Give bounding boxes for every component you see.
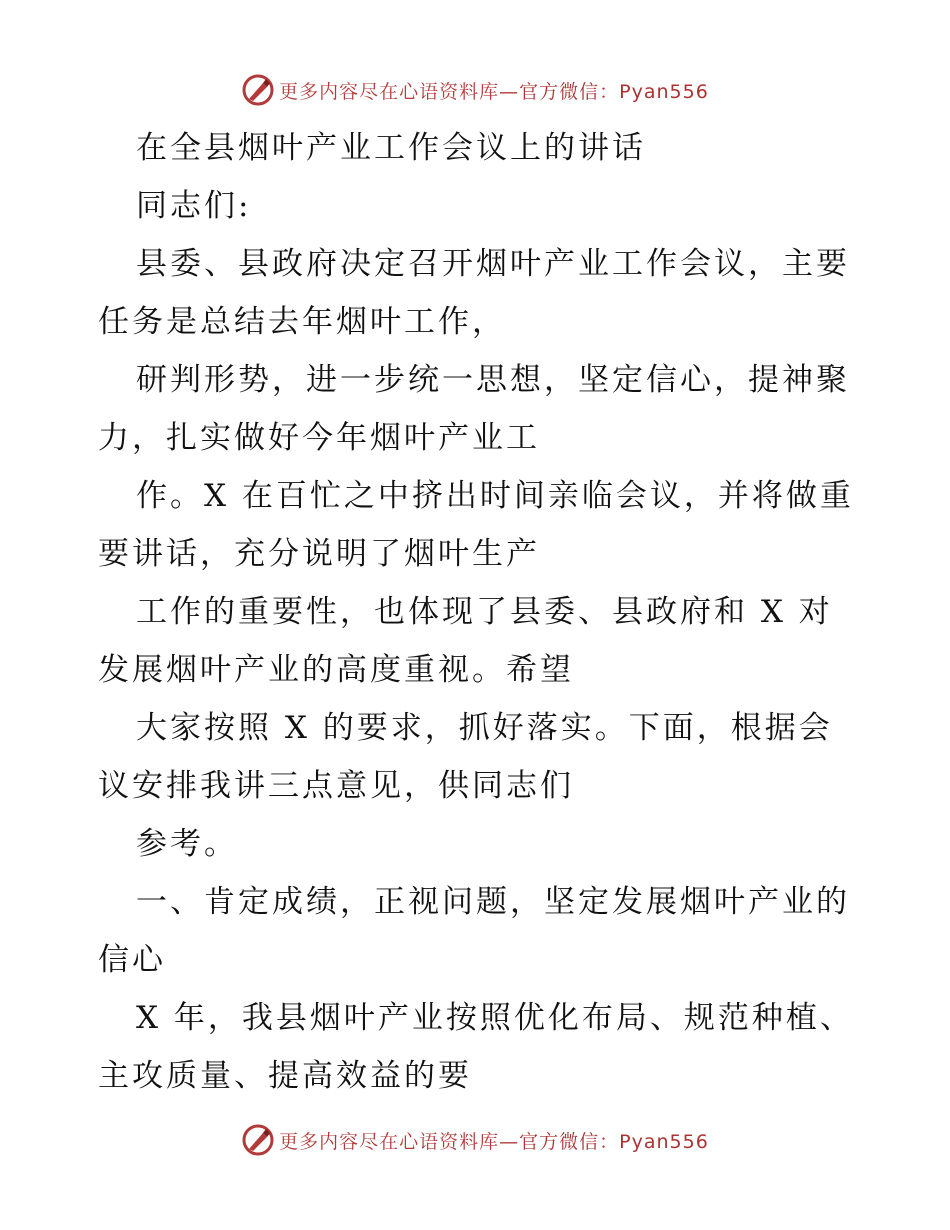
banner-text (279, 1127, 709, 1154)
paragraph-line: 工作的重要性，也体现了县委、县政府和 X 对 (136, 594, 833, 630)
paragraph-line: 发展烟叶产业的高度重视。希望 (98, 652, 574, 688)
salutation: 同志们: (136, 188, 252, 224)
banner-site-name: 更多内容尽在心语资料库 (279, 80, 500, 103)
pen-logo-icon (241, 1123, 275, 1157)
paragraph-line: 力，扎实做好今年烟叶产业工 (98, 420, 540, 456)
banner-text (279, 77, 709, 104)
paragraph-line: 研判形势，进一步统一思想，坚定信心，提神聚 (136, 362, 850, 398)
paragraph-line: 议安排我讲三点意见，供同志们 (98, 768, 574, 804)
paragraph-line: 要讲话，充分说明了烟叶生产 (98, 536, 540, 572)
footer-banner (0, 1120, 950, 1160)
document-title: 在全县烟叶产业工作会议上的讲话 (136, 130, 646, 166)
paragraph-line: 大家按照 X 的要求，抓好落实。下面，根据会 (136, 710, 833, 746)
paragraph-line: X 年，我县烟叶产业按照优化布局、规范种植、 (136, 1000, 854, 1036)
banner-wechat: 官方微信：Pyan556 (519, 1130, 709, 1153)
paragraph-line: 作。X 在百忙之中挤出时间亲临会议，并将做重 (136, 478, 854, 514)
banner-wechat: 官方微信：Pyan556 (519, 80, 709, 103)
pen-logo-icon (241, 73, 275, 107)
banner-dash: — (499, 80, 520, 103)
paragraph-line: 参考。 (136, 826, 238, 862)
paragraph-line: 任务是总结去年烟叶工作， (98, 304, 506, 340)
paragraph-line: 主攻质量、提高效益的要 (98, 1058, 472, 1094)
banner-site-name: 更多内容尽在心语资料库 (279, 1130, 500, 1153)
section-heading: 一、肯定成绩，正视问题，坚定发展烟叶产业的 (136, 884, 850, 920)
section-heading-continued: 信心 (98, 942, 166, 978)
banner-dash: — (499, 1130, 520, 1153)
header-banner (0, 70, 950, 110)
paragraph-line: 县委、县政府决定召开烟叶产业工作会议，主要 (136, 246, 850, 282)
